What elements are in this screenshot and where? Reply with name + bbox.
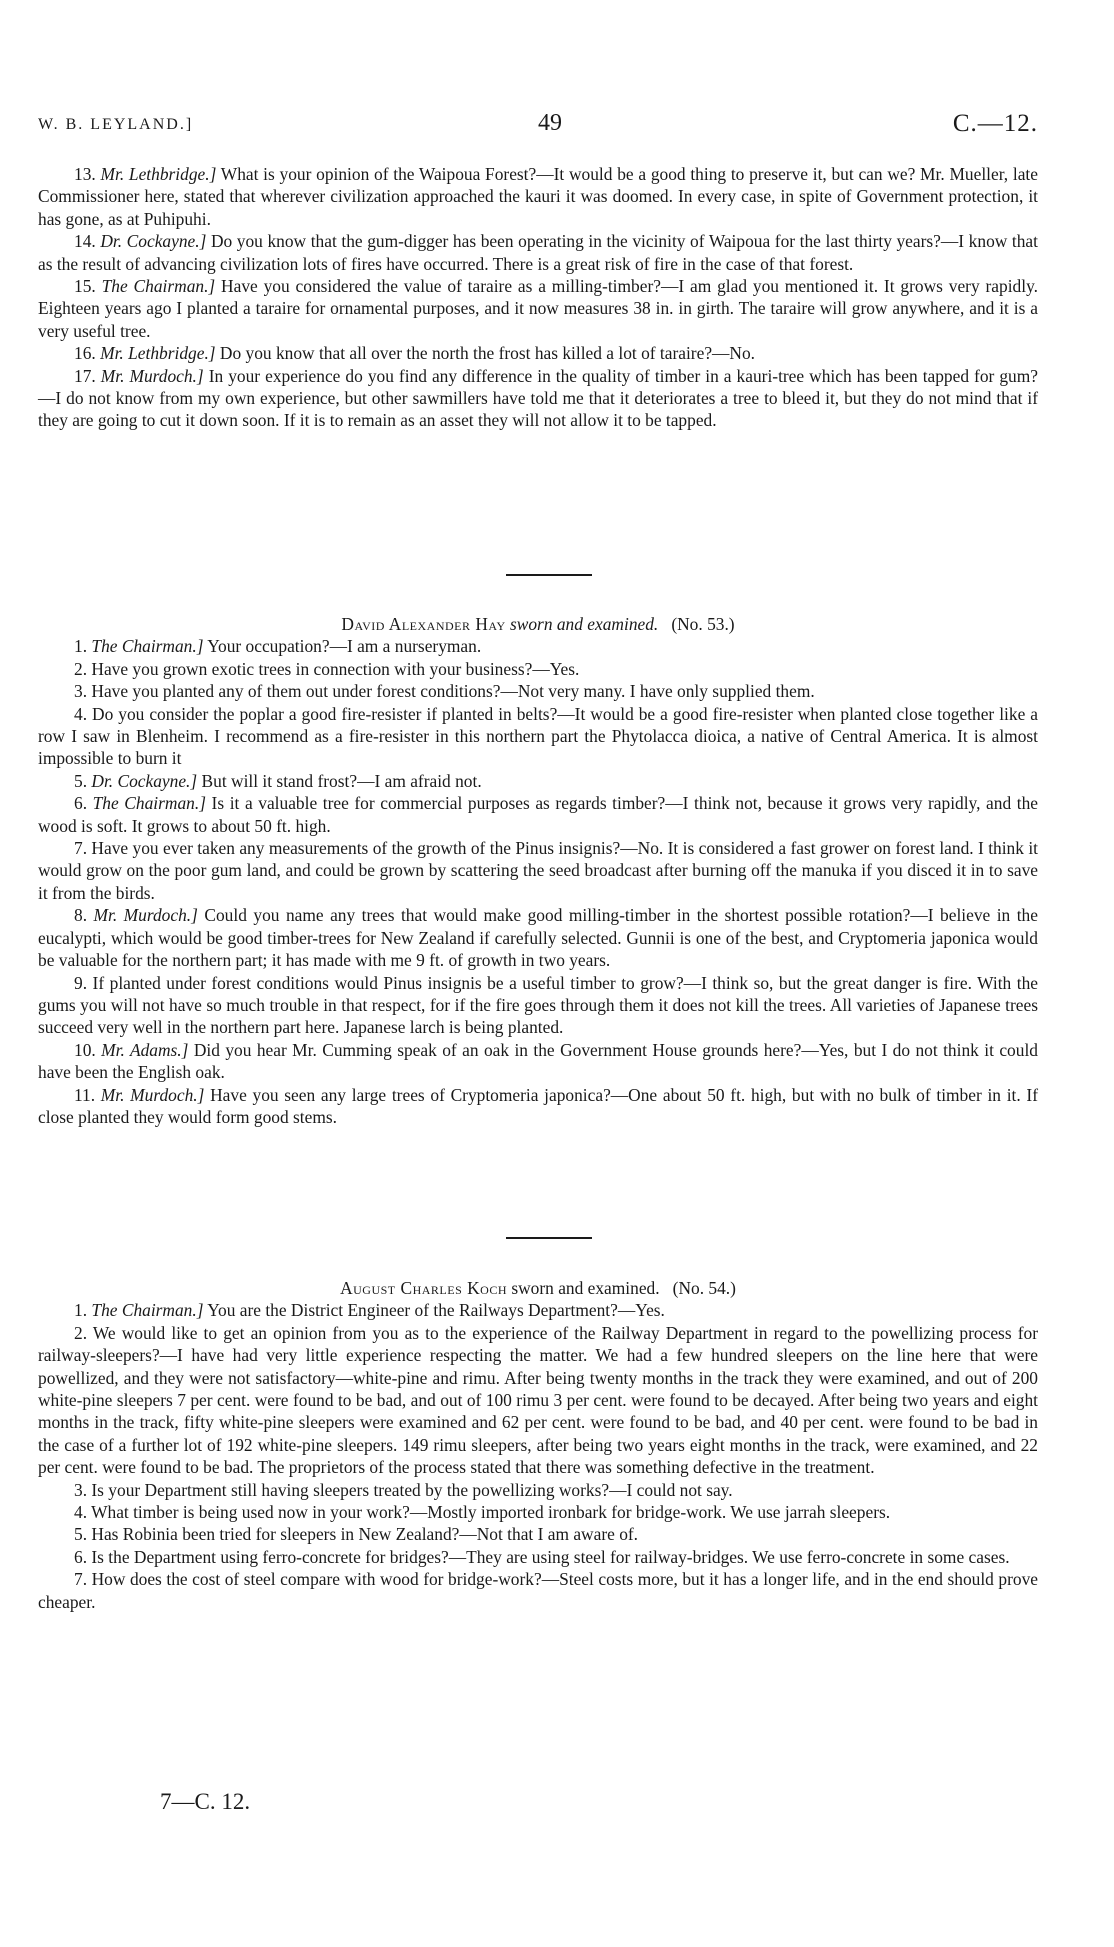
question-10: 10. Mr. Adams.] Did you hear Mr. Cumming speak of an oak in the Government House grounds here?—Yes, but I do not think it could have been the English oak.	[38, 1039, 1038, 1083]
question-13: 13. Mr. Lethbridge.] What is your opinion of the Waipoua Forest?—It would be a good thing to preserve it, but can we? Mr. Mueller, late Commissioner here, stated that wherever civilization approached the kauri it was doomed. In every case, in spite of Government protection, it has gone, as at Puhipuhi.	[38, 164, 1038, 229]
section-leyland	[38, 163, 1038, 432]
section-hay	[38, 613, 1038, 1128]
question-8: 8. Mr. Murdoch.] Could you name any trees that would make good milling-timber in the shortest possible rotation?—I believe in the eucalypti, which would be good timber-trees for New Zealand if carefully selected. Gunnii is one of the best, and Cryptomeria japonica would be valuable for the northern part; it has made with me 9 ft. of growth in two years.	[38, 905, 1038, 971]
page-number: 49	[538, 110, 562, 136]
question-16: 16. Mr. Lethbridge.] Do you know that all over the north the frost has killed a lot of taraire?—No.	[74, 343, 756, 364]
question-3: 3. Is your Department still having sleepers treated by the powellizing works?—I could not say.	[74, 1479, 733, 1500]
question-9: 9. If planted under forest conditions would Pinus insignis be a useful timber to grow?—I think so, but the great danger is fire. With the gums you will not have so much trouble in that respect, for if the fire goes through them it does not kill the trees. All varieties of Japanese trees succeed very well in the northern part here. Japanese larch is being planted.	[38, 972, 1038, 1038]
header-witness-name: W. B. LEYLAND.]	[38, 116, 194, 133]
question-2: 2. Have you grown exotic trees in connection with your business?—Yes.	[74, 658, 580, 679]
question-6: 6. Is the Department using ferro-concrete for bridges?—They are using steel for railway-bridges. We use ferro-concrete in some cases.	[74, 1546, 1010, 1567]
question-6: 6. The Chairman.] Is it a valuable tree for commercial purposes as regards timber?—I think not, because it grows very rapidly, and the wood is soft. It grows to about 50 ft. high.	[38, 793, 1038, 836]
witness-heading: August Charles Koch sworn and examined. (No. 54.)	[340, 1278, 736, 1298]
section-divider	[506, 1237, 592, 1239]
question-11: 11. Mr. Murdoch.] Have you seen any large trees of Cryptomeria japonica?—One about 50 ft. high, but with no bulk of timber in it. If close planted they would form good stems.	[38, 1084, 1038, 1127]
question-14: 14. Dr. Cockayne.] Do you know that the gum-digger has been operating in the vicinity of Waipoua for the last thirty years?—I know that as the result of advancing civilization lots of fires have occurred. There is a great risk of fire in the case of that forest.	[38, 231, 1038, 274]
question-7: 7. How does the cost of steel compare with wood for bridge-work?—Steel costs more, but it has a longer life, and in the end should prove cheaper.	[38, 1569, 1038, 1612]
question-4: 4. Do you consider the poplar a good fire-resister if planted in belts?—It would be a good fire-resister when planted close together like a row I saw in Blenheim. I recommend as a fire-resister in this northern part the Phytolacca dioica, a native of Central America. It is almost impossible to burn it	[38, 703, 1038, 769]
question-7: 7. Have you ever taken any measurements of the growth of the Pinus insignis?—No. It is considered a fast grower on forest land. I think it would grow on the poor gum land, and could be grown by scattering the seed broadcast after burning off the manuka if you disced it in to save it from the birds.	[38, 838, 1038, 903]
question-5: 5. Dr. Cockayne.] But will it stand frost?—I am afraid not.	[74, 770, 482, 791]
question-3: 3. Have you planted any of them out under forest conditions?—Not very many. I have only supplied them.	[74, 681, 815, 702]
question-1: 1. The Chairman.] Your occupation?—I am a nurseryman.	[74, 636, 482, 657]
question-5: 5. Has Robinia been tried for sleepers in New Zealand?—Not that I am aware of.	[74, 1524, 639, 1545]
section-divider	[506, 574, 592, 576]
question-1: 1. The Chairman.] You are the District Engineer of the Railways Department?—Yes.	[74, 1300, 665, 1321]
question-17: 17. Mr. Murdoch.] In your experience do you find any difference in the quality of timber in a kauri-tree which has been tapped for gum?—I do not know from my own experience, but other sawmillers have told me that it deteriorates a tree to bleed it, but they do not mind that if they are going to cut it down soon. If it is to remain as an asset they will not allow it to be tapped.	[38, 365, 1038, 431]
section-koch	[38, 1277, 1038, 1613]
question-2: 2. We would like to get an opinion from you as to the experience of the Railway Department in regard to the powellizing process for railway-sleepers?—I have had very little experience respecting the matter. We had a few hundred sleepers on the line here that were powellized, and they were not satisfactory—white-pine and rimu. After being twenty months in the track they were examined, and out of 200 white-pine sleepers 7 per cent. were found to be bad, and out of 100 rimu 3 per cent. were found to be decayed. After being two years and eight months in the track, fifty white-pine sleepers were examined and 62 per cent. were found to be bad, and 40 per cent. were found to be bad in the case of a further lot of 192 white-pine sleepers. 149 rimu sleepers, after being two years eight months in the track, were examined, and 22 per cent. were found to be bad. The proprietors of the process stated that there was something defective in the treatment.	[38, 1322, 1038, 1478]
page-header	[38, 110, 1038, 144]
question-15: 15. The Chairman.] Have you considered the value of taraire as a milling-timber?—I am glad you mentioned it. It grows very rapidly. Eighteen years ago I planted a taraire for ornamental purposes, and it now measures 38 in. in girth. The taraire will grow anywhere, and it is a very useful tree.	[38, 276, 1038, 341]
question-4: 4. What timber is being used now in your work?—Mostly imported ironbark for bridge-work. We use jarrah sleepers.	[74, 1502, 891, 1523]
witness-heading: David Alexander Hay sworn and examined. (No. 53.)	[341, 614, 735, 634]
document-code: C.—12.	[952, 110, 1038, 137]
signature-mark: 7—C. 12.	[160, 1789, 251, 1814]
